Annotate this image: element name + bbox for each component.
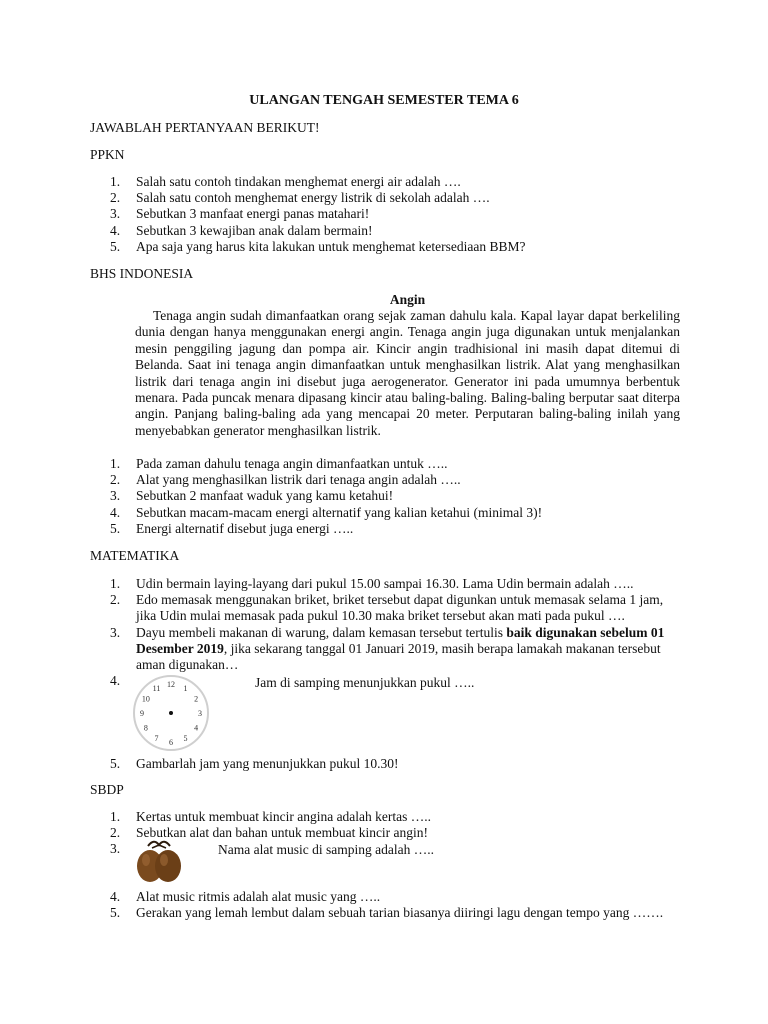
- section-heading-ppkn: PPKN: [90, 147, 125, 162]
- passage-text: Tenaga angin sudah dimanfaatkan orang sejak zaman dahulu kala. Kapal layar dapat berkeliling dunia dengan hanya menggunakan energi angin. Tenaga angin juga digunakan untuk menjalankan mesin penggiling jagung dan pompa air. Kincir angin tradhisional ini masih dapat ditemui di Belanda. Saat ini tenaga angin dimanfaatkan untuk menghasilkan listrik. Alat yang menghasilkan listrik dari tenaga angin ini disebut juga aerogenerator. Generator ini pada umumnya berbentuk menara. Pada puncak menara dipasang kincir atau baling-baling. Baling-baling berputar saat diterpa angin. Panjang baling-baling ada yang mencapai 20 meter. Perputaran baling-baling inilah yang menyebabkan generator menghasilkan listrik.: [135, 308, 680, 438]
- clock-number: 8: [143, 723, 148, 733]
- list-item: 2. Edo memasak menggunakan briket, briket tersebut dapat digunkan untuk memasak selama 1 jam, jika Udin mulai memasak pada pukul 10.30 maka briket tersebut akan mati pada pukul ….: [110, 592, 664, 624]
- ppkn-question-list: [110, 174, 680, 255]
- list-item: 3. Sebutkan 3 manfaat energi panas matahari!: [110, 206, 370, 222]
- clock-number: 5: [183, 734, 188, 744]
- clock-number: 2: [194, 694, 199, 704]
- clock-number: 9: [140, 709, 144, 718]
- castanet-question-text: Nama alat music di samping adalah …..: [218, 842, 434, 857]
- clock-number: 12: [167, 680, 175, 689]
- castanet-right: [155, 850, 181, 882]
- list-item: 2. Salah satu contoh menghemat energy listrik di sekolah adalah ….: [110, 190, 490, 206]
- list-item: 1. Udin bermain laying-layang dari pukul 15.00 sampai 16.30. Lama Udin bermain adalah …..: [110, 576, 634, 591]
- section-heading-bhs: BHS INDONESIA: [90, 266, 194, 281]
- list-item: 5. Gambarlah jam yang menunjukkan pukul 10.30!: [110, 756, 399, 771]
- section-heading-sbdp: SBDP: [90, 782, 124, 797]
- clock-number: 1: [183, 683, 188, 693]
- clock-number: 4: [194, 723, 199, 733]
- list-item: 1. Kertas untuk membuat kincir angina adalah kertas …..: [110, 809, 432, 824]
- clock-question-text: Jam di samping menunjukkan pukul …..: [255, 675, 475, 690]
- list-item: 3. Sebutkan 2 manfaat waduk yang kamu ketahui!: [110, 488, 394, 504]
- clock-number: 10: [141, 694, 150, 704]
- bhs-question-list: [110, 456, 680, 537]
- instruction: JAWABLAH PERTANYAAN BERIKUT!: [90, 120, 320, 135]
- clock-center: [169, 711, 173, 715]
- list-item: 4. Alat music ritmis adalah alat music yang …..: [110, 889, 381, 904]
- list-item: 4. Sebutkan macam-macam energi alternatif yang kalian ketahui (minimal 3)!: [110, 504, 543, 520]
- list-item: 1. Salah satu contoh tindakan menghemat energi air adalah ….: [110, 174, 461, 189]
- clock-number: 7: [154, 734, 159, 744]
- matematika-question-list: 1. Udin bermain laying-layang dari pukul 15.00 sampai 16.30. Lama Udin bermain adalah ….. 2. Edo memasak menggunakan briket, briket tersebut dapat digunkan untuk memasak selama 1 jam, jika Udin mulai memasak pada pukul 10.30 maka briket tersebut akan mati pada pukul …. 3. Dayu membeli makanan di warung, dalam kemasan tersebut tertulis baik digunakan sebelum 01 Desember 2019, jika sekarang tanggal 01 Januari 2019, masih berapa lamakah makanan tersebut aman digunakan… 4.: [110, 576, 685, 673]
- clock-icon: [130, 672, 212, 754]
- list-item: 4. Sebutkan 3 kewajiban anak dalam bermain!: [110, 222, 373, 238]
- list-item: 5. Gerakan yang lemah lembut dalam sebuah tarian biasanya diiringi lagu dengan tempo yang …….: [110, 905, 664, 921]
- page-title: ULANGAN TENGAH SEMESTER TEMA 6: [249, 93, 519, 108]
- list-item: 5. Apa saja yang harus kita lakukan untuk menghemat ketersediaan BBM?: [110, 238, 526, 254]
- list-item: 2. Sebutkan alat dan bahan untuk membuat kincir angin!: [110, 825, 429, 841]
- section-heading-matematika: MATEMATIKA: [90, 548, 180, 563]
- list-item: 5. Energi alternatif disebut juga energi …..: [110, 520, 354, 536]
- list-item: 2. Alat yang menghasilkan listrik dari tenaga angin adalah …..: [110, 472, 461, 488]
- clock-number: 11: [152, 683, 161, 693]
- sbdp-question-list-2: [110, 889, 690, 921]
- clock-number: 3: [198, 709, 202, 718]
- matematika-question-list-2: [110, 756, 680, 772]
- list-item: 3. Dayu membeli makanan di warung, dalam kemasan tersebut tertulis baik digunakan sebelum 01 Desember 2019, jika sekarang tanggal 01 Januari 2019, masih berapa lamakah makanan tersebut aman digunakan…: [110, 624, 665, 673]
- sbdp-question-list: 1. Kertas untuk membuat kincir angina adalah kertas ….. 2. Sebutkan alat dan bahan untuk membuat kincir angin! 3.: [110, 809, 690, 841]
- clock-number: 6: [169, 738, 173, 747]
- castanet-icon: [134, 836, 184, 886]
- passage-title: Angin: [389, 292, 426, 307]
- list-item: 1. Pada zaman dahulu tenaga angin dimanfaatkan untuk …..: [110, 456, 448, 471]
